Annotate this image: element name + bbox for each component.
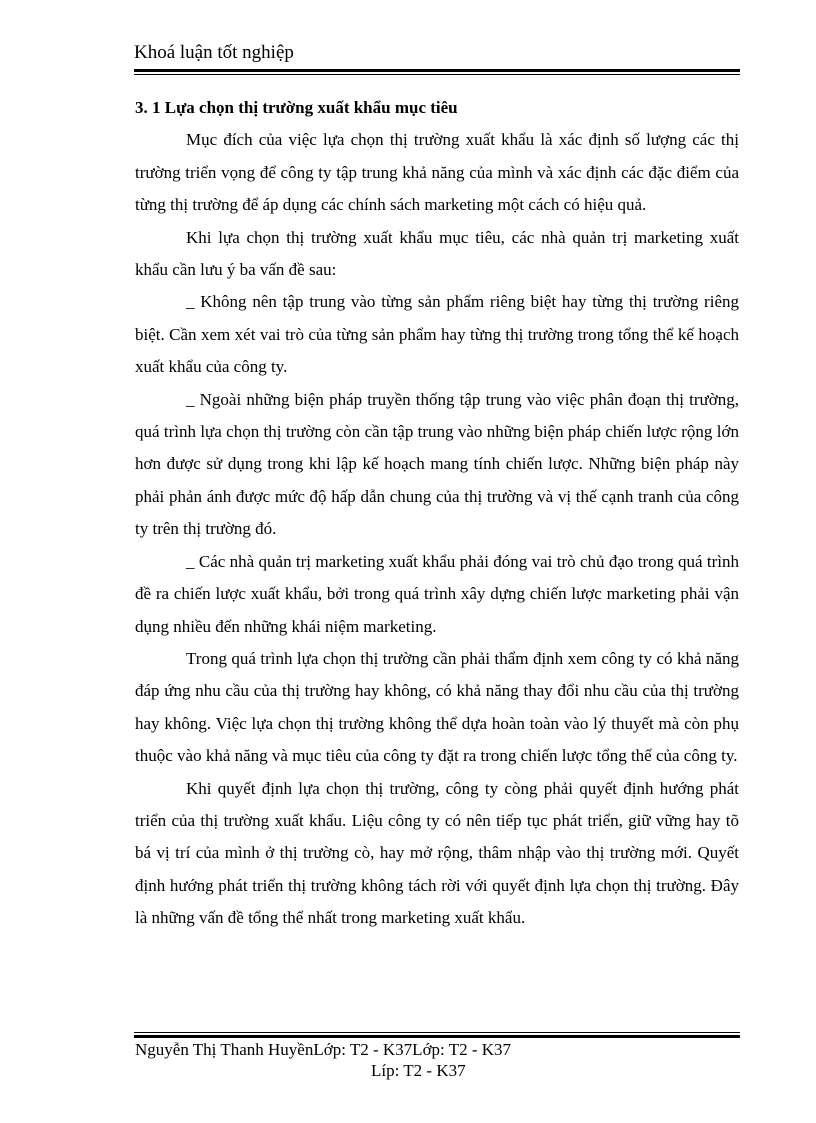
- paragraph-6: Trong quá trình lựa chọn thị trường cần phải thẩm định xem công ty có khả năng đáp ứng nhu cầu của thị trường hay không, có khả năng thay đổi nhu cầu của thị trường hay không. Việc lựa chọn thị trường không thể dựa hoàn toàn vào lý thuyết mà còn phụ thuộc vào khả năng và mục tiêu của công ty đặt ra trong chiến lược tổng thể của công ty.: [135, 648, 739, 766]
- paragraph-7: Khi quyết định lựa chọn thị trường, công ty còng phải quyết định hướng phát triển của thị trường xuất khẩu. Liệu công ty có nên tiếp tục phát triển, giữ vững hay tõ bá vị trí của mình ở thị trường cò, hay mở rộng, thâm nhập vào thị trường mới. Quyết định hướng phát triển thị trường không tách rời với quyết định lựa chọn thị trường. Đây là những vấn đề tổng thể nhất trong marketing xuất khẩu.: [135, 778, 739, 928]
- document-body: [135, 92, 739, 935]
- footer-rule-thick: [134, 1035, 740, 1038]
- header-rule-thin: [134, 74, 740, 75]
- paragraph-2: Khi lựa chọn thị trường xuất khẩu mục tiêu, các nhà quản trị marketing xuất khẩu cần lưu ý ba vấn đề sau:: [135, 227, 739, 280]
- footer-class: Líp: T2 - K37: [371, 1061, 466, 1080]
- footer-author: Nguyễn Thị Thanh HuyềnLớp: T2 - K37Lớp: T2 - K37: [135, 1040, 512, 1059]
- paragraph-3: _ Không nên tập trung vào từng sản phẩm riêng biệt hay từng thị trường riêng biệt. Cần xem xét vai trò của từng sản phẩm hay từng thị trường trong tổng thể kế hoạch xuất khẩu của công ty.: [135, 292, 739, 377]
- section-title: 3. 1 Lựa chọn thị trường xuất khẩu mục tiêu: [135, 98, 458, 117]
- header-title: Khoá luận tốt nghiệp: [134, 42, 294, 63]
- paragraph-1: Mục đích của việc lựa chọn thị trường xuất khẩu là xác định số lượng các thị trường triển vọng để công ty tập trung khả năng của mình và xác định các đặc điểm của từng thị trường để áp dụng các chính sách marketing một cách có hiệu quả.: [135, 130, 739, 215]
- paragraph-4: _ Ngoài những biện pháp truyền thống tập trung vào việc phân đoạn thị trường, quá trình lựa chọn thị trường còn cần tập trung vào những biện pháp chiến lược rộng lớn hơn được sử dụng trong khi lập kế hoạch mang tính chiến lược. Những biện pháp này phải phản ánh được mức độ hấp dẫn chung của thị trường và vị thế cạnh tranh của công ty trên thị trường đó.: [135, 389, 739, 539]
- header-rule-thick: [134, 69, 740, 72]
- footer-rule-thin: [134, 1032, 740, 1033]
- paragraph-5: _ Các nhà quản trị marketing xuất khẩu phải đóng vai trò chủ đạo trong quá trình đề ra chiến lược xuất khẩu, bởi trong quá trình xây dựng chiến lược marketing phải vận dụng nhiều đến những khái niệm marketing.: [135, 551, 739, 636]
